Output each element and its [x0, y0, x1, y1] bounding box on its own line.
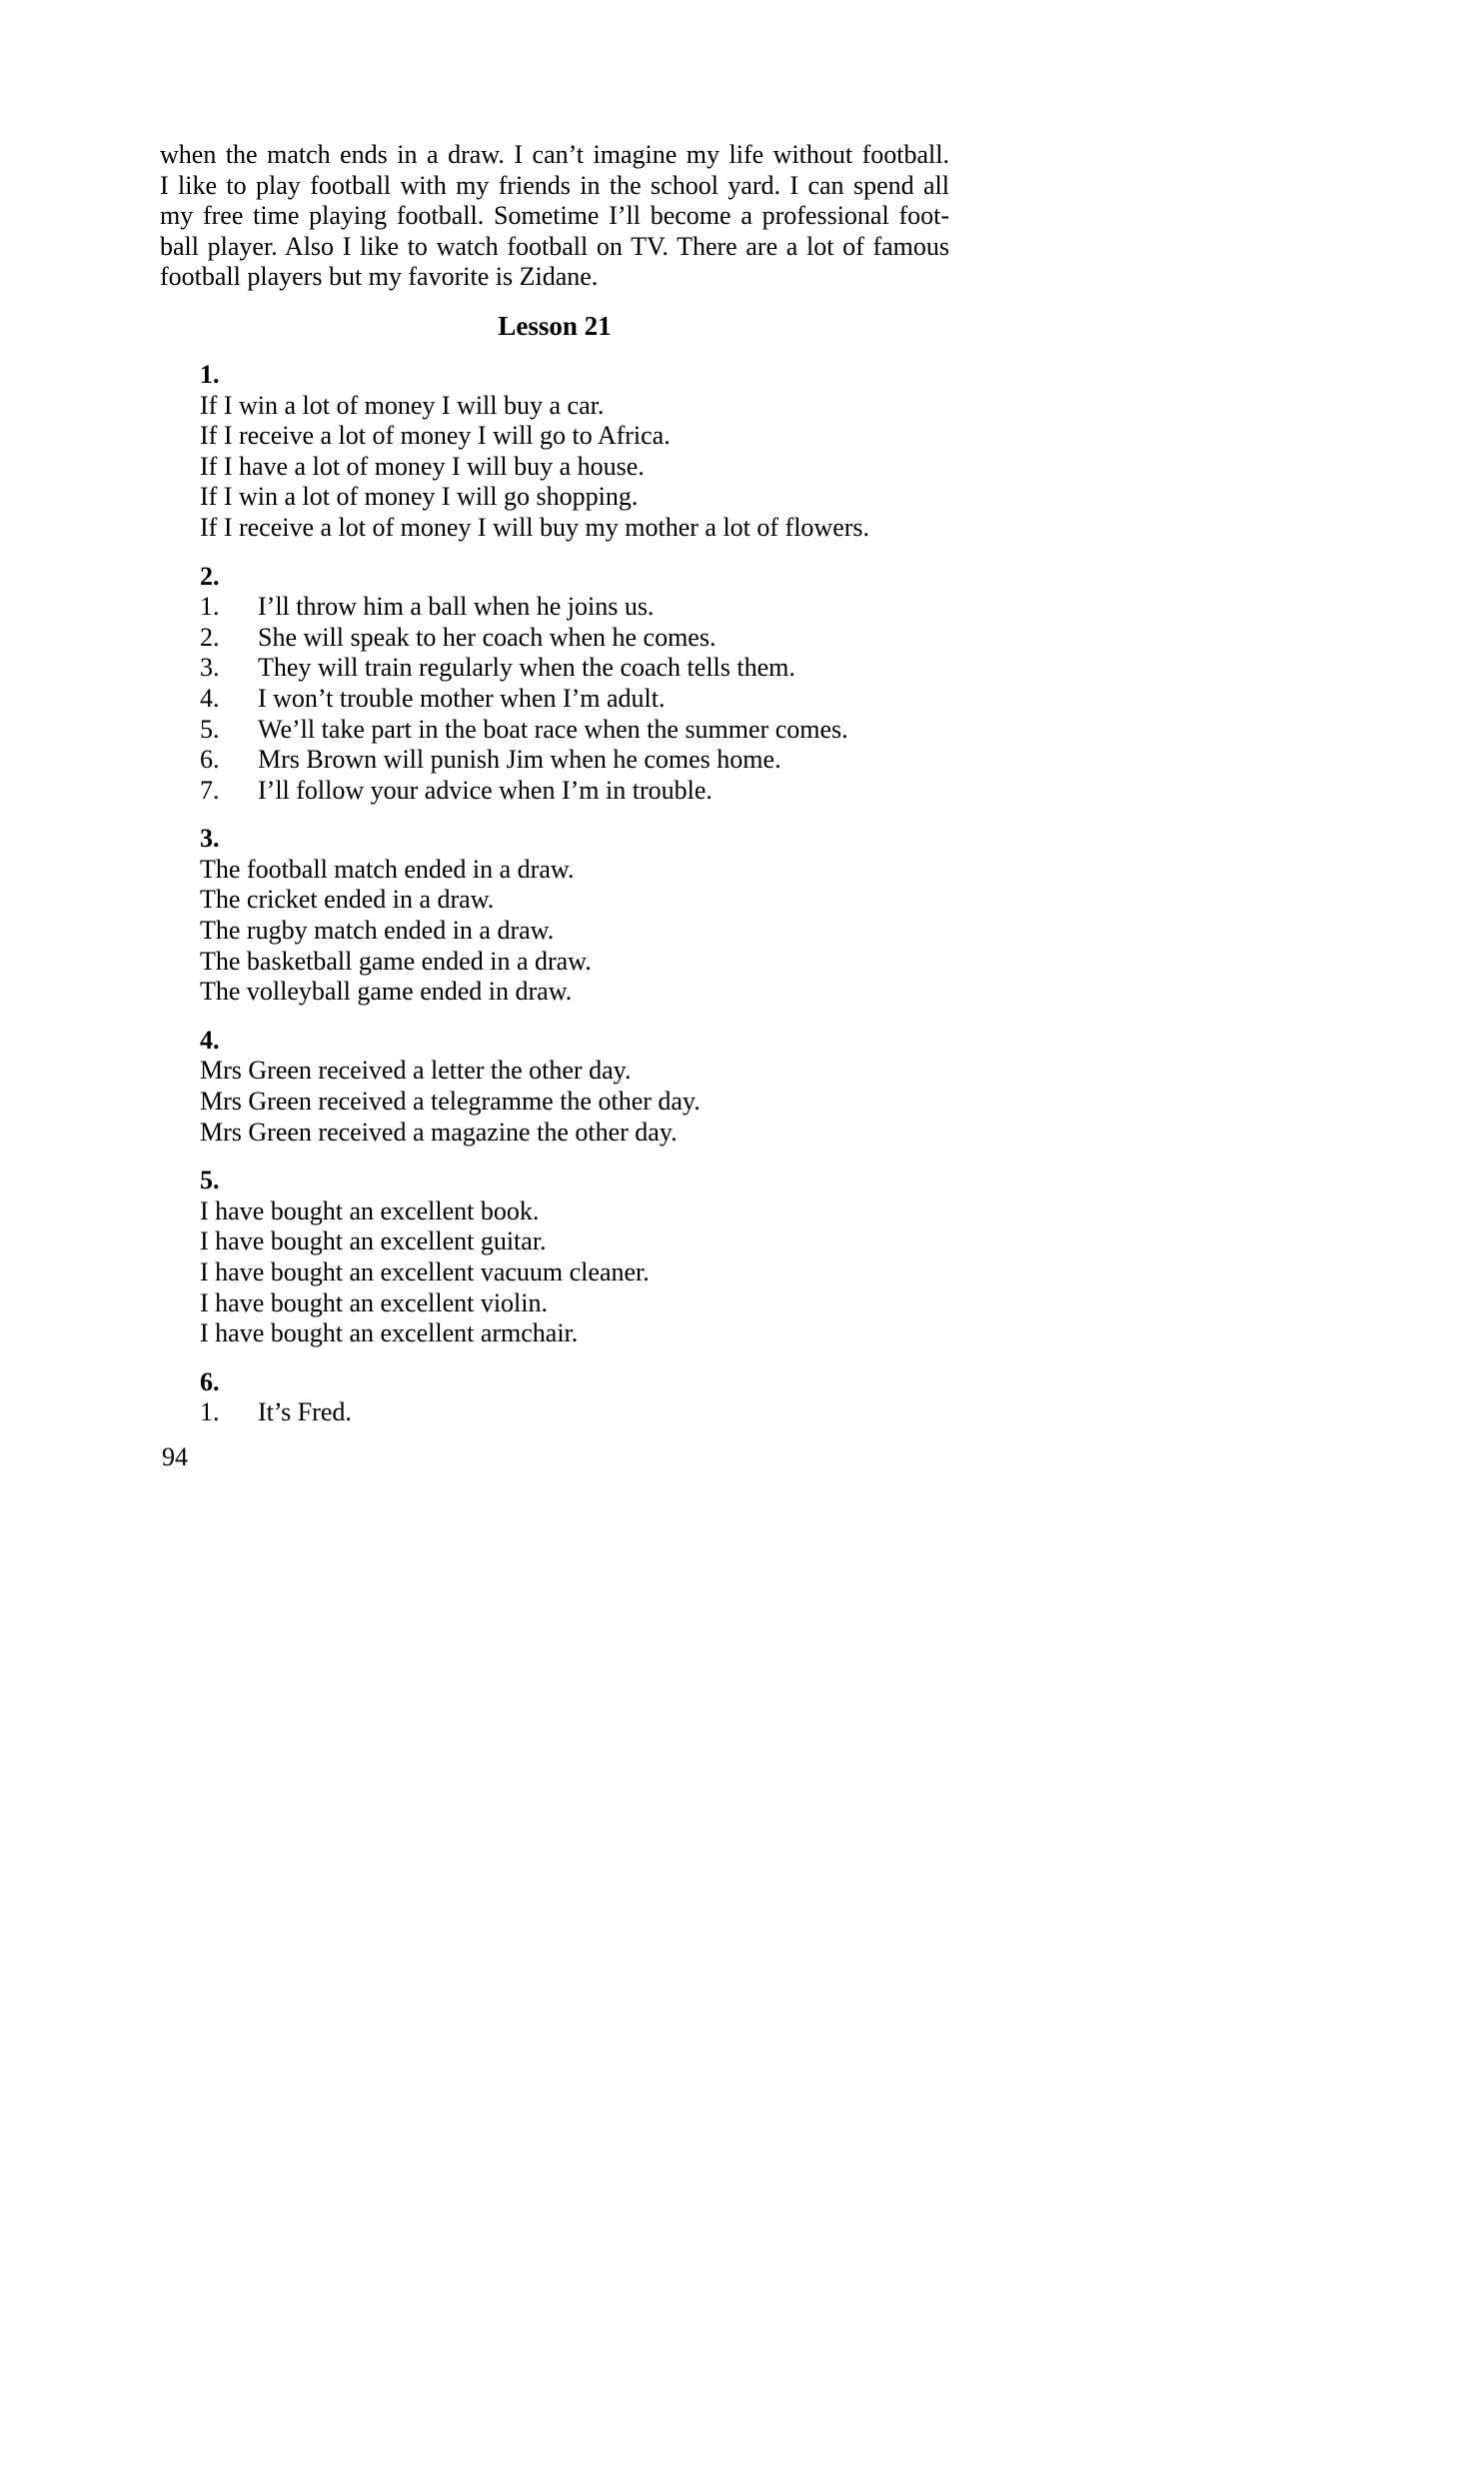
sentence-line: If I receive a lot of money I will buy my mother a lot of flowers.: [200, 512, 870, 542]
intro-line: ball player. Also I like to watch football on TV. There are a lot of famous: [160, 231, 949, 261]
page-number: 94: [162, 1442, 188, 1471]
sections-container: [160, 360, 949, 1428]
section-label: 1.: [200, 359, 220, 389]
numbered-item: [200, 776, 949, 807]
sentence-line: The football match ended in a draw.: [200, 854, 575, 884]
section-3: [160, 824, 949, 1008]
section-1: [160, 360, 949, 544]
item-text: I’ll throw him a ball when he joins us.: [258, 592, 655, 622]
sentence-line: If I win a lot of money I will go shopping.: [200, 482, 639, 512]
intro-line: I like to play football with my friends in the school yard. I can spend all: [160, 170, 949, 200]
section-label: 5.: [200, 1166, 220, 1196]
item-number: 6.: [200, 745, 220, 775]
item-number: 2.: [200, 622, 220, 652]
section-5: [160, 1166, 949, 1349]
numbered-item: [200, 684, 949, 715]
section-2: [160, 562, 949, 807]
sentence-line: I have bought an excellent vacuum cleaner.: [200, 1257, 650, 1286]
sentence-line: I have bought an excellent book.: [200, 1196, 540, 1226]
item-number: 1.: [200, 592, 220, 622]
sentence-line: If I have a lot of money I will buy a house.: [200, 451, 645, 481]
sentence-line: The cricket ended in a draw.: [200, 885, 495, 915]
sentence-line: Mrs Green received a magazine the other day.: [200, 1117, 678, 1147]
intro-line: my free time playing football. Sometime I’ll become a professional foot-: [160, 201, 949, 231]
numbered-item: [200, 1397, 949, 1428]
numbered-item: [200, 653, 949, 684]
section-label: 4.: [200, 1025, 220, 1055]
lesson-heading: Lesson 21: [498, 310, 612, 341]
sentence-line: Mrs Green received a letter the other day.: [200, 1056, 632, 1086]
item-text: They will train regularly when the coach tells them.: [258, 653, 795, 683]
section-6: [160, 1367, 949, 1428]
sentence-line: The rugby match ended in a draw.: [200, 916, 555, 946]
sentence-line: If I win a lot of money I will buy a car.: [200, 390, 605, 420]
item-number: 3.: [200, 653, 220, 683]
sentence-line: I have bought an excellent violin.: [200, 1287, 549, 1317]
item-text: Mrs Brown will punish Jim when he comes home.: [258, 745, 781, 775]
section-label: 2.: [200, 561, 220, 591]
section-4: [160, 1026, 949, 1148]
item-number: 5.: [200, 714, 220, 744]
item-number: 4.: [200, 683, 220, 713]
numbered-item: [200, 715, 949, 746]
sentence-line: Mrs Green received a telegramme the other day.: [200, 1087, 701, 1117]
numbered-item: [200, 623, 949, 654]
numbered-item: [200, 745, 949, 776]
item-text: I won’t trouble mother when I’m adult.: [258, 683, 666, 713]
sentence-line: The volleyball game ended in draw.: [200, 977, 573, 1007]
item-text: I’ll follow your advice when I’m in trouble.: [258, 775, 713, 805]
item-number: 1.: [200, 1397, 220, 1427]
intro-paragraph: [160, 140, 949, 293]
sentence-line: I have bought an excellent guitar.: [200, 1227, 547, 1256]
page-content: [160, 140, 949, 1428]
item-number: 7.: [200, 775, 220, 805]
intro-line: when the match ends in a draw. I can’t imagine my life without football.: [160, 140, 949, 169]
sentence-line: The basketball game ended in a draw.: [200, 946, 592, 976]
sentence-line: I have bought an excellent armchair.: [200, 1318, 579, 1348]
item-text: We’ll take part in the boat race when the summer comes.: [258, 714, 848, 744]
item-text: It’s Fred.: [258, 1397, 352, 1427]
intro-line: football players but my favorite is Zidane.: [160, 262, 599, 292]
numbered-item: [200, 592, 949, 623]
item-text: She will speak to her coach when he comes.: [258, 622, 717, 652]
section-label: 6.: [200, 1366, 220, 1396]
sentence-line: If I receive a lot of money I will go to Africa.: [200, 421, 671, 451]
section-label: 3.: [200, 824, 220, 854]
